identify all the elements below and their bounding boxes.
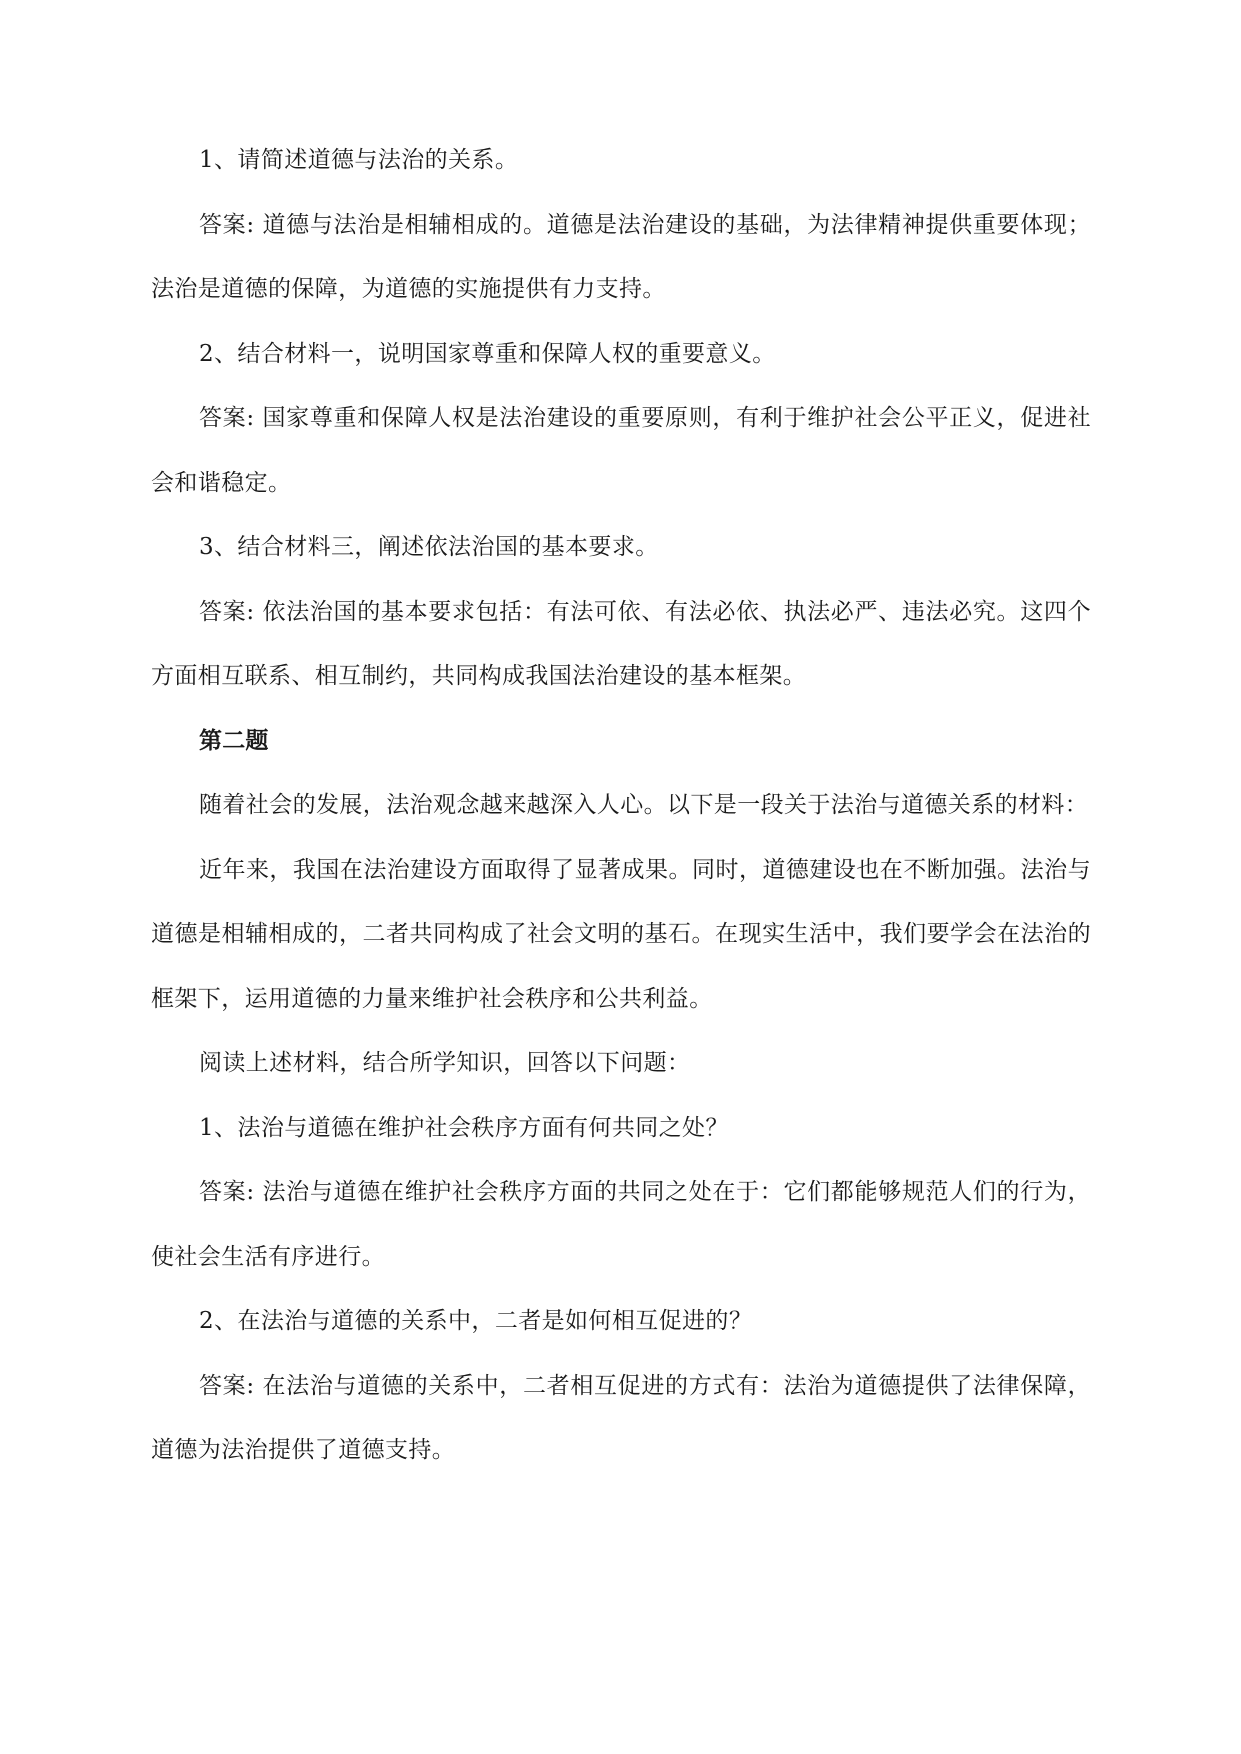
section2-answer-2: 答案: 在法治与道德的关系中，二者相互促进的方式有：法治为道德提供了法律保障，道德为法治提供了道德支持。 xyxy=(151,1372,1091,1463)
question-1: 1、请简述道德与法治的关系。 xyxy=(199,147,519,173)
section2-question-1: 1、法治与道德在维护社会秩序方面有何共同之处？ xyxy=(199,1114,729,1141)
document-page xyxy=(151,128,1091,1483)
section-intro: 随着社会的发展，法治观念越来越深入人心。以下是一段关于法治与道德关系的材料： xyxy=(199,792,1089,818)
answer-3: 答案: 依法治国的基本要求包括：有法可依、有法必依、执法必严、违法必究。这四个方面相互联系、相互制约，共同构成我国法治建设的基本框架。 xyxy=(151,598,1091,689)
section-heading: 第二题 xyxy=(199,727,269,754)
answer-1: 答案: 道德与法治是相辅相成的。道德是法治建设的基础，为法律精神提供重要体现；法治是道德的保障，为道德的实施提供有力支持。 xyxy=(151,211,1091,302)
section2-question-2: 2、在法治与道德的关系中，二者是如何相互促进的？ xyxy=(199,1308,753,1334)
section2-answer-1: 答案: 法治与道德在维护社会秩序方面的共同之处在于：它们都能够规范人们的行为，使社会生活有序进行。 xyxy=(151,1179,1091,1270)
question-2: 2、结合材料一，说明国家尊重和保障人权的重要意义。 xyxy=(199,340,776,367)
instruction-text: 阅读上述材料，结合所学知识，回答以下问题： xyxy=(199,1050,691,1076)
material-text: 近年来，我国在法治建设方面取得了显著成果。同时，道德建设也在不断加强。法治与道德是相辅相成的，二者共同构成了社会文明的基石。在现实生活中，我们要学会在法治的框架下，运用道德的力量来维护社会秩序和公共利益。 xyxy=(151,856,1091,1012)
answer-2: 答案: 国家尊重和保障人权是法治建设的重要原则，有利于维护社会公平正义，促进社会和谐稳定。 xyxy=(151,405,1091,496)
question-3: 3、结合材料三，阐述依法治国的基本要求。 xyxy=(199,534,659,560)
